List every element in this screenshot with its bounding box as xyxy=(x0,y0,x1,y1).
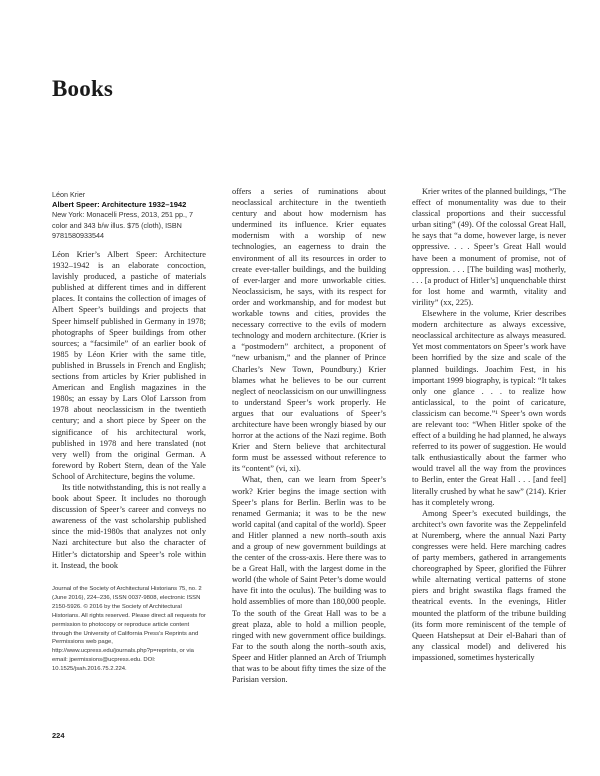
review-header xyxy=(52,190,206,241)
paragraph: What, then, can we learn from Speer’s work? Krier begins the image section with Speer’s plans for Berlin. Berlin was to be renamed Germania; it was to be the new world capital (and capital of the world). Speer and Hitler planned a new north–south axis and a group of new government buildings at the center of the cross-axis. Here there was to be a Great Hall, with the largest dome in the world (the whole of Saint Peter’s dome would have fit into the oculus). The building was to hold assemblies of more than 180,000 people. To the south of the Great Hall was to be a great plaza, able to hold a million people, ringed with new government office buildings. Far to the south along the north–south axis, Speer and Hitler planned an Arch of Triumph that was to be about fifty times the size of the Parisian version. xyxy=(232,475,386,685)
paragraph: Its title notwithstanding, this is not really a book about Speer. It includes no thorough discussion of Speer’s career and conveys no awareness of the vast scholarship published since the mid-1980s that analyzes not only Nazi architecture but also the character of Hitler’s dictatorship and Speer’s role within it. Instead, the book xyxy=(52,482,206,570)
text-column-2 xyxy=(232,186,386,685)
book-title: Albert Speer: Architecture 1932–1942 xyxy=(52,200,187,210)
paragraph: Krier writes of the planned buildings, “The effect of monumentality was due to their classical proportions and their successful urban siting” (49). Of the colossal Great Hall, he says that “a dome, however large, is never oppressive. . . . Speer’s Great Hall would have been a monument of promise, not of oppression. . . . [The building was] motherly, . . . [a product of Hitler’s] unquenchable thirst for lost home and warmth, vitality and virility” (xx, 225). xyxy=(412,187,566,307)
publication-info: New York: Monacelli Press, 2013, 251 pp., 7 color and 343 b/w illus. $75 (cloth), ISBN 9781580933544 xyxy=(52,210,194,240)
paragraph: offers a series of ruminations about neoclassical architecture in the twentieth century and about how modernism has undermined its influence. Krier equates modernism with a worship of new technologies, an eagerness to drain the environment of all its resources in order to create ever-taller buildings, and the building of ever-larger and more unworkable cities. Neoclassicism, he says, with its respect for order and workmanship, and for modest but workable towns and cities, provides the necessary corrective to the evils of modern technology and modern architecture. (Krier is a “postmodern” architect, a proponent of “new urbanism,” and the planner of Prince Charles’s New Town, Poundbury.) Krier blames what he believes to be our current neglect of neoclassicism on our unwillingness to understand Speer’s work properly. He argues that our evaluations of Speer’s architecture have been wrongly biased by our horror at the actions of the Nazi regime. Both Krier and Stern believe that architectural form must be assessed without reference to its “content” (vi, xi). xyxy=(232,187,386,474)
text-column-1 xyxy=(52,190,206,571)
journal-copyright-note: Journal of the Society of Architectural Historians 75, no. 2 (June 2016), 224–236, ISSN 0037-9808, electronic ISSN 2150-5926. © 2016 by the Society of Architectural Historians. All rights reserved. Please direct all requests for permission to photocopy or reproduce article content through the University of California Press’s Reprints and Permissions web page, http://www.ucpress.edu/journals.php?p=reprints, or via email: jpermissions@ucpress.edu. DOI: 10.1525/jsah.2016.75.2.224. xyxy=(52,586,206,673)
paragraph: Among Speer’s executed buildings, the architect’s own favorite was the Zeppelinfeld at Nuremberg, where the annual Nazi Party congresses were held. Here marching cadres of party members, gathered in arrangements choreographed by Speer, glorified the Führer while alternating vertical patterns of stone piers and bright swastika flags framed the theatrical events. In the evenings, Hitler mounted the platform of the tribune building (its form more reminiscent of the temple of Queen Hatshepsut at Deir el-Bahari than of any classical model) and delivered his impassioned, sometimes hysterically xyxy=(412,508,566,662)
page-number: 224 xyxy=(52,731,65,740)
paragraph: Elsewhere in the volume, Krier describes modern architecture as always excessive, neoclassical architecture as always measured. Yet most commentators on Speer’s work have been horrified by the size and scale of the planned buildings. Joachim Fest, in his important 1999 biography, is typical: “It takes only one glance . . . to realize how anticlassical, to the point of caricature, classicism can become.”¹ Speer’s own words are relevant too: “When Hitler spoke of the effect of a building he had planned, he always referred to its power of suggestion. He would talk enthusiastically about the farmer who would travel all the way from the provinces to Berlin, enter the Great Hall . . . [and feel] literally crushed by what he saw” (214). Krier has it completely wrong. xyxy=(412,309,566,507)
text-column-3 xyxy=(412,186,566,663)
paragraph: Léon Krier’s Albert Speer: Architecture 1932–1942 is an elaborate concoction, lavishly produced, a pastiche of materials published at different times and in different places. It contains the collection of images of Albert Speer’s buildings and projects that Speer himself published in Germany in 1978; photographs of Speer buildings from other sources; a “facsimile” of an earlier book of 1985 by Léon Krier with the same title, published in Brussels in French and English; sections from articles by Krier published in American and English magazines in the 1980s; an essay by Lars Olof Larsson from 1978 about neoclassicism in the twentieth century; and a short piece by Speer on the significance of his architectural work, published in 1978 and here translated (not very well) from the original German. A foreword by Robert Stern, dean of the Yale School of Architecture, begins the volume. xyxy=(52,250,206,481)
book-author: Léon Krier xyxy=(52,190,86,199)
section-title: Books xyxy=(52,76,114,101)
